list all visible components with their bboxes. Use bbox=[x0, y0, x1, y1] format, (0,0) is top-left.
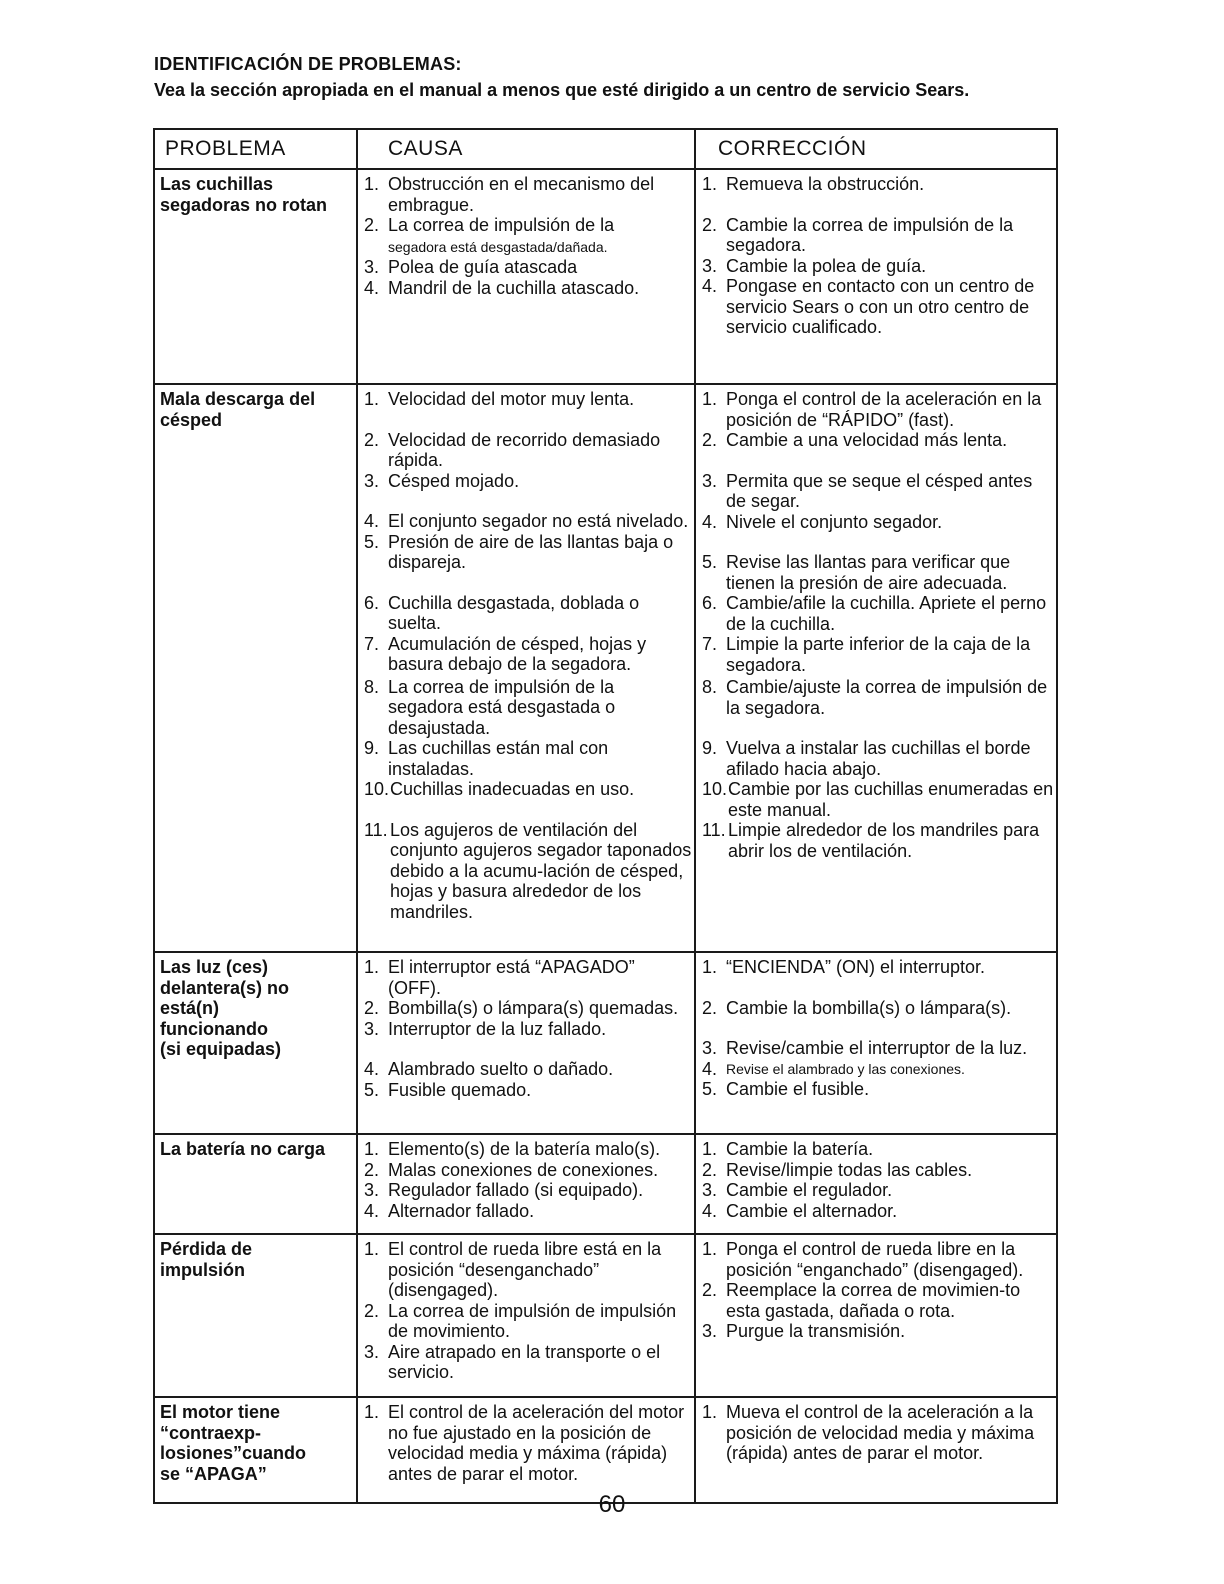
list-item: 2. La correa de impulsión de la segadora está desgastada/dañada. bbox=[364, 215, 615, 255]
list-item: 2. Bombilla(s) o lámpara(s) quemadas. bbox=[364, 998, 679, 1018]
list-item: 3. Cambie la polea de guía. bbox=[702, 255, 927, 276]
cause-cell bbox=[357, 952, 695, 1134]
problem-label: Las cuchillas segadoras no rotan bbox=[160, 174, 328, 215]
problem-label: Pérdida de impulsión bbox=[160, 1239, 253, 1280]
problem-cell bbox=[154, 169, 357, 384]
header-problem: PROBLEMA bbox=[154, 129, 357, 169]
list-item: 3. Césped mojado. bbox=[364, 470, 520, 491]
list-item: 4. Cambie el alternador. bbox=[702, 1200, 898, 1221]
list-item: 10. Cambie por las cuchillas enumeradas en este manual. bbox=[702, 779, 1054, 820]
list-item: 6. Cambie/afile la cuchilla. Apriete el perno de la cuchilla. bbox=[702, 593, 1047, 634]
cause-cell bbox=[357, 384, 695, 952]
list-item: 2. Cambie a una velocidad más lenta. bbox=[702, 430, 1008, 450]
correction-cell bbox=[695, 384, 1057, 952]
list-item: 3. Permita que se seque el césped antes de segar. bbox=[702, 470, 1033, 511]
list-item: 4. Pongase en contacto con un centro de servicio Sears o con un otro centro de servicio cualificado. bbox=[702, 276, 1035, 337]
table-row bbox=[154, 1397, 1057, 1503]
table-row bbox=[154, 384, 1057, 952]
problem-cell bbox=[154, 1134, 357, 1234]
list-item: 1. El interruptor está “APAGADO” (OFF). bbox=[364, 957, 635, 998]
list-item: 9. Las cuchillas están mal con instaladas. bbox=[364, 738, 609, 779]
correction-cell bbox=[695, 952, 1057, 1134]
problem-label: El motor tiene “contraexp- losiones”cuando se “APAGA” bbox=[160, 1402, 307, 1484]
list-item: 4. Revise el alambrado y las conexiones. bbox=[702, 1058, 965, 1079]
cause-cell bbox=[357, 169, 695, 384]
problem-cell bbox=[154, 1397, 357, 1503]
list-item: 5. Fusible quemado. bbox=[364, 1079, 532, 1100]
list-item: 4. El conjunto segador no está nivelado. bbox=[364, 511, 689, 531]
problem-label: Las luz (ces) delantera(s) no está(n) funcionando (si equipadas) bbox=[160, 957, 290, 1059]
cause-cell bbox=[357, 1397, 695, 1503]
list-item: 2. Cambie la bombilla(s) o lámpara(s). bbox=[702, 997, 1012, 1018]
section-title: IDENTIFICACIÓN DE PROBLEMAS: bbox=[154, 54, 462, 74]
problem-cell bbox=[154, 384, 357, 952]
list-item: 8. Cambie/ajuste la correa de impulsión de la segadora. bbox=[702, 677, 1048, 718]
header-correction: CORRECCIÓN bbox=[695, 129, 1057, 169]
list-item: 3. Aire atrapado en la transporte o el servicio. bbox=[364, 1341, 661, 1382]
list-item: 1. Mueva el control de la aceleración a la posición de velocidad media y máxima (rápida) antes de parar el motor. bbox=[702, 1402, 1035, 1463]
problem-label: Mala descarga del césped bbox=[160, 389, 316, 430]
list-item: 1. Remueva la obstrucción. bbox=[702, 174, 925, 194]
list-item: 4. Alternador fallado. bbox=[364, 1200, 535, 1221]
cause-cell bbox=[357, 1234, 695, 1397]
problem-cell bbox=[154, 952, 357, 1134]
correction-cell bbox=[695, 1134, 1057, 1234]
table-row bbox=[154, 952, 1057, 1134]
correction-cell bbox=[695, 1234, 1057, 1397]
list-item: 2. Cambie la correa de impulsión de la segadora. bbox=[702, 214, 1014, 255]
list-item: 3. Polea de guía atascada bbox=[364, 257, 578, 277]
list-item: 3. Revise/cambie el interruptor de la luz. bbox=[702, 1038, 1028, 1058]
list-item: 4. Nivele el conjunto segador. bbox=[702, 511, 943, 532]
list-item: 7. Limpie la parte inferior de la caja de la segadora. bbox=[702, 634, 1031, 675]
list-item: 4. Alambrado suelto o dañado. bbox=[364, 1059, 614, 1079]
list-item: 2. Reemplace la correa de movimien-to esta gastada, dañada o rota. bbox=[702, 1280, 1021, 1321]
list-item: 11. Los agujeros de ventilación del conjunto agujeros segador taponados debido a la acumu-lación de césped, hojas y basura alrededor de los mandriles. bbox=[364, 819, 692, 922]
list-item: 1. Ponga el control de la aceleración en la posición de “RÁPIDO” (fast). bbox=[702, 389, 1042, 430]
list-item: 1. “ENCIENDA” (ON) el interruptor. bbox=[702, 957, 986, 977]
list-item: 5. Cambie el fusible. bbox=[702, 1079, 870, 1099]
list-item: 7. Acumulación de césped, hojas y basura debajo de la segadora. bbox=[364, 633, 647, 674]
list-item: 2. Velocidad de recorrido demasiado rápida. bbox=[364, 429, 661, 470]
list-item: 3. Cambie el regulador. bbox=[702, 1180, 893, 1200]
list-item: 2. La correa de impulsión de impulsión de movimiento. bbox=[364, 1300, 677, 1341]
cause-cell bbox=[357, 1134, 695, 1234]
list-item: 1. Cambie la batería. bbox=[702, 1139, 874, 1159]
table-row bbox=[154, 169, 1057, 384]
section-subtitle: Vea la sección apropiada en el manual a menos que esté dirigido a un centro de servicio Sears. bbox=[154, 80, 970, 100]
list-item: 10. Cuchillas inadecuadas en uso. bbox=[364, 779, 635, 799]
list-item: 1. El control de la aceleración del motor no fue ajustado en la posición de velocidad media y máxima (rápida) antes de parar el motor. bbox=[364, 1402, 685, 1484]
list-item: 5. Revise las llantas para verificar que tienen la presión de aire adecuada. bbox=[702, 552, 1011, 593]
list-item: 5. Presión de aire de las llantas baja o dispareja. bbox=[364, 531, 674, 572]
list-item: 1. El control de rueda libre está en la posición “desenganchado” (disengaged). bbox=[364, 1239, 662, 1300]
list-item: 1. Velocidad del motor muy lenta. bbox=[364, 389, 635, 409]
table-header-row bbox=[154, 129, 1057, 169]
table-row bbox=[154, 1134, 1057, 1234]
list-item: 3. Interruptor de la luz fallado. bbox=[364, 1018, 607, 1039]
list-item: 1. Ponga el control de rueda libre en la posición “enganchado” (disengaged). bbox=[702, 1239, 1024, 1280]
list-item: 9. Vuelva a instalar las cuchillas el borde afilado hacia abajo. bbox=[702, 738, 1031, 779]
troubleshooting-table bbox=[153, 128, 1058, 1504]
list-item: 8. La correa de impulsión de la segadora está desgastada o desajustada. bbox=[364, 676, 616, 738]
problem-label: La batería no carga bbox=[160, 1139, 326, 1159]
correction-cell bbox=[695, 169, 1057, 384]
list-item: 2. Revise/limpie todas las cables. bbox=[702, 1159, 973, 1180]
list-item: 4. Mandril de la cuchilla atascado. bbox=[364, 277, 640, 298]
list-item: 11. Limpie alrededor de los mandriles para abrir los de ventilación. bbox=[702, 820, 1040, 861]
list-item: 6. Cuchilla desgastada, doblada o suelta. bbox=[364, 592, 640, 633]
list-item: 3. Purgue la transmisión. bbox=[702, 1321, 906, 1341]
table-row bbox=[154, 1234, 1057, 1397]
list-item: 1. Elemento(s) de la batería malo(s). bbox=[364, 1139, 661, 1159]
correction-cell bbox=[695, 1397, 1057, 1503]
list-item: 2. Malas conexiones de conexiones. bbox=[364, 1159, 659, 1180]
list-item: 3. Regulador fallado (si equipado). bbox=[364, 1180, 644, 1200]
problem-cell bbox=[154, 1234, 357, 1397]
header-cause: CAUSA bbox=[357, 129, 695, 169]
list-item: 1. Obstrucción en el mecanismo del embrague. bbox=[364, 174, 655, 215]
page-number: 60 bbox=[598, 1491, 626, 1518]
